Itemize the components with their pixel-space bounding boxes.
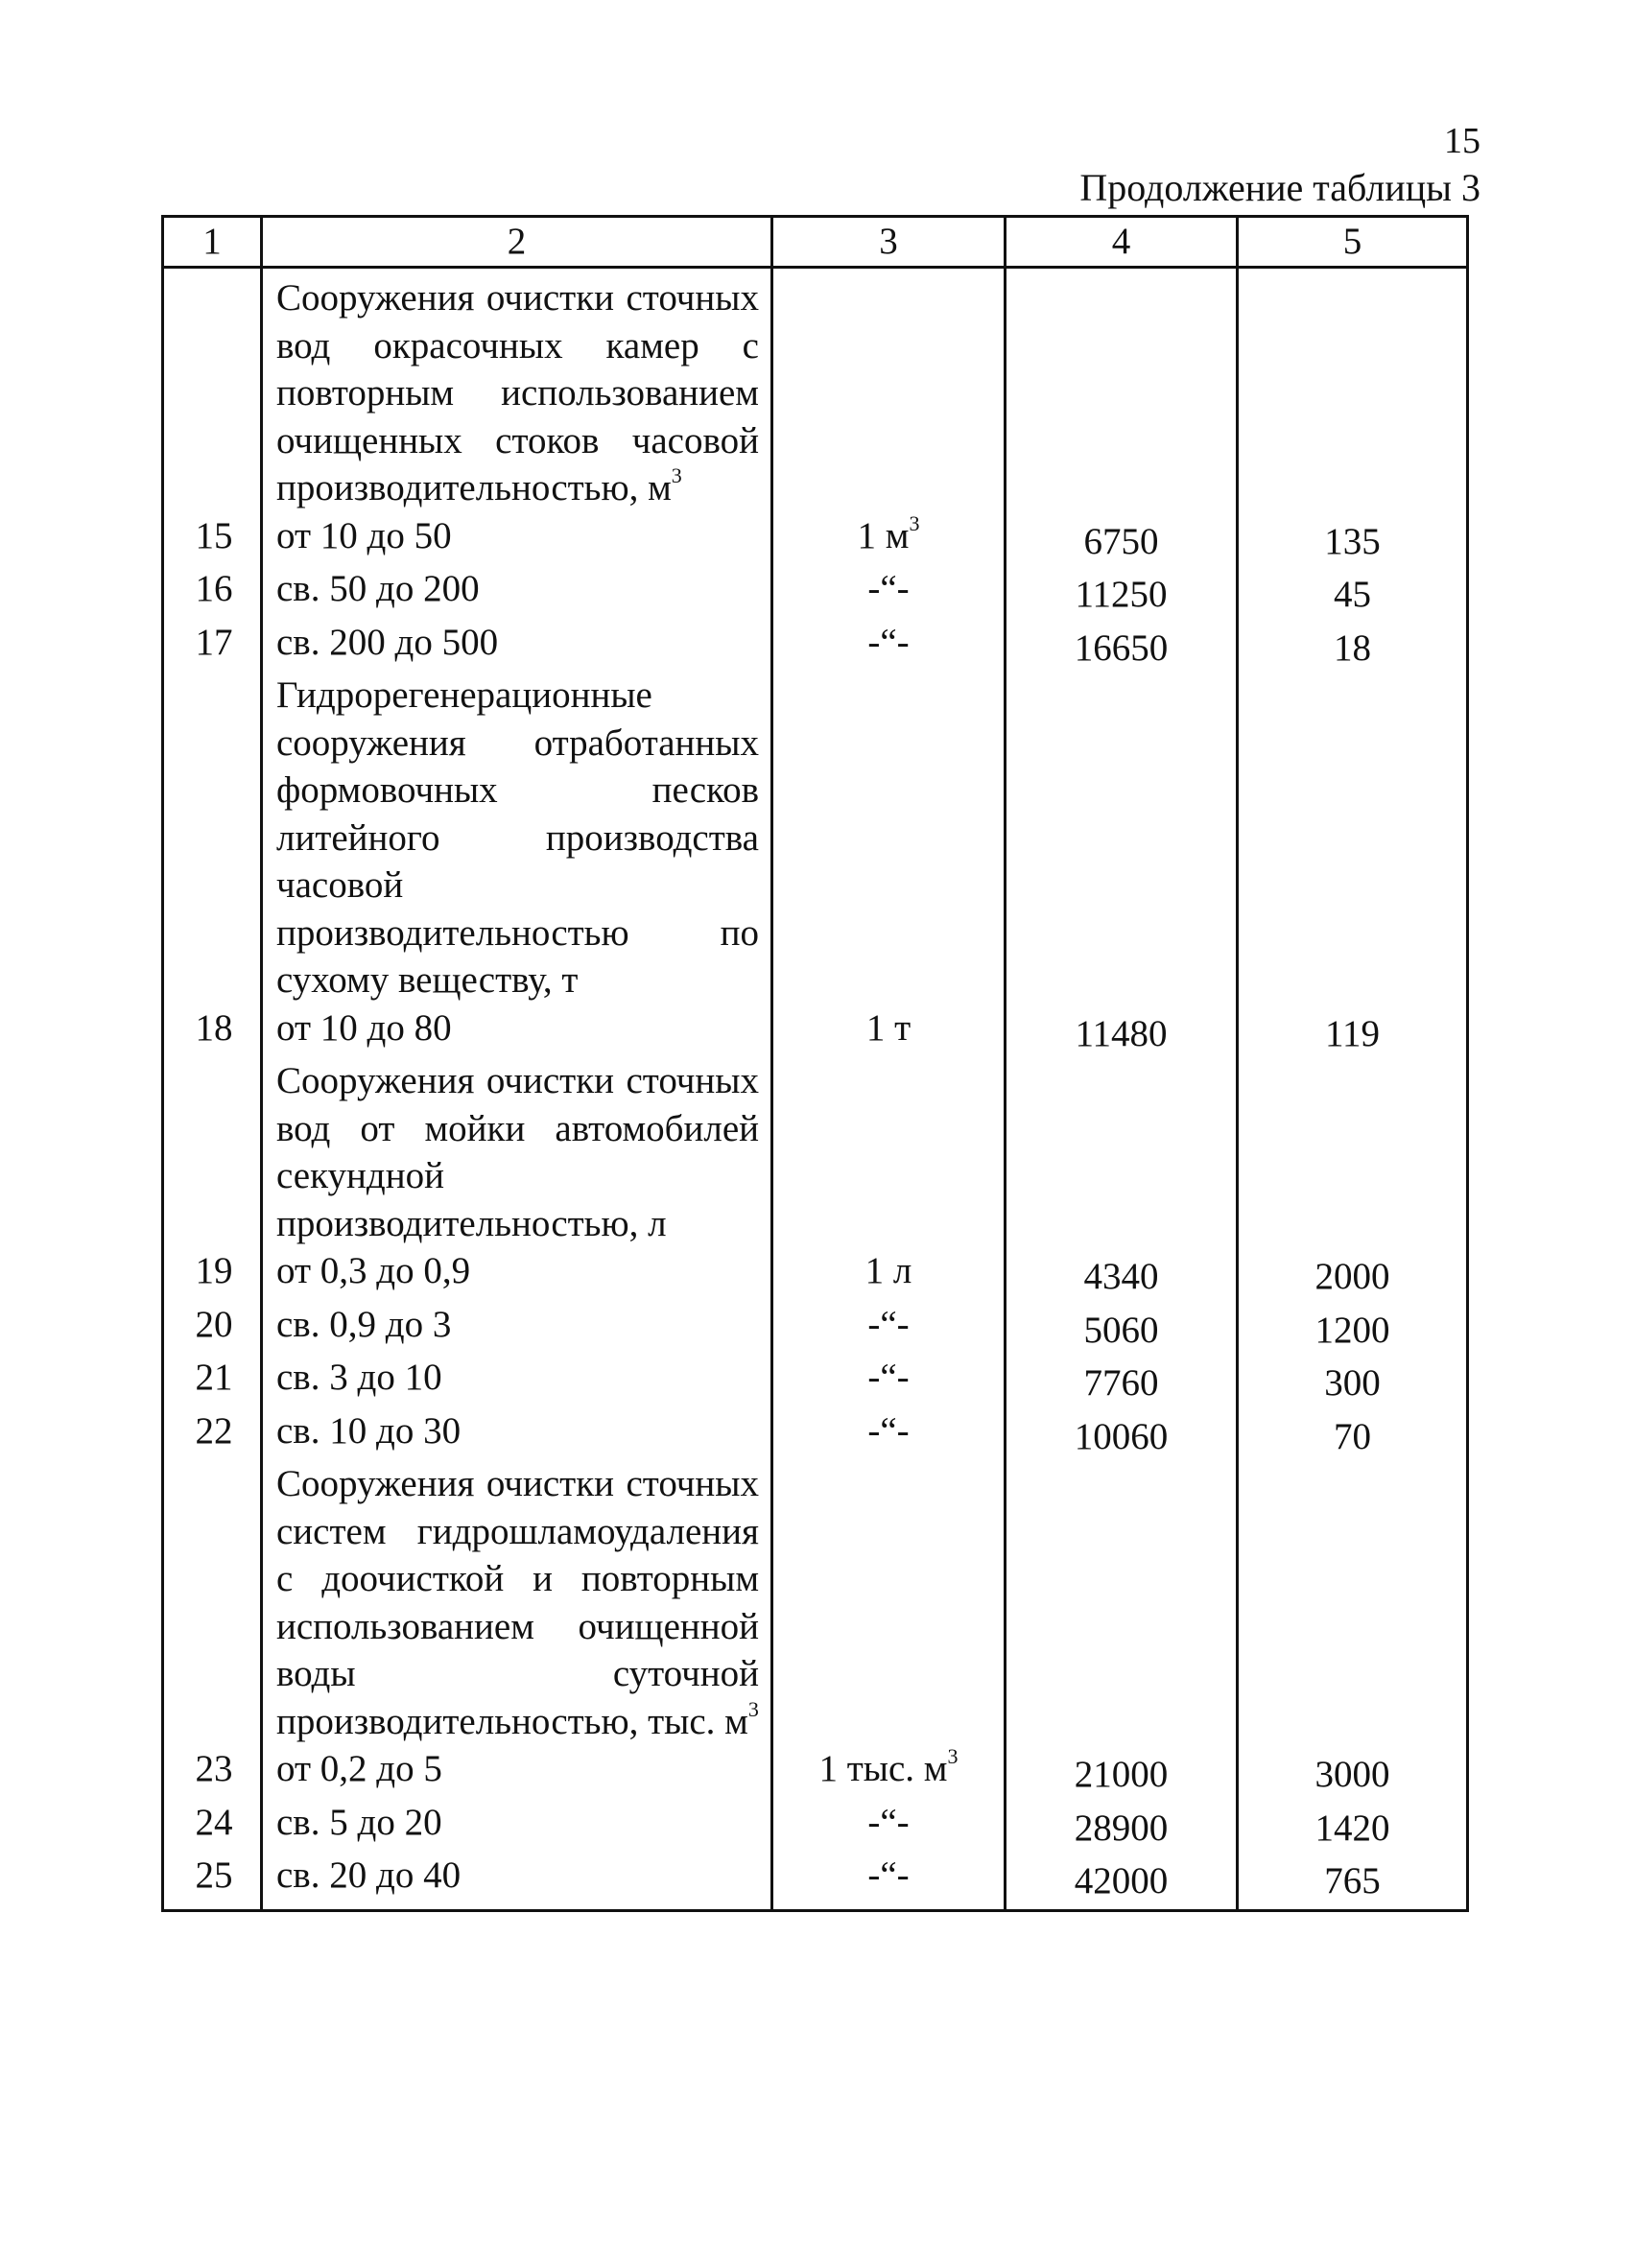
column-header-4: 4 <box>1006 217 1238 268</box>
section-row <box>163 1057 1468 1247</box>
row-unit: -“- <box>772 1852 1006 1910</box>
row-coefficient: 70 <box>1238 1407 1468 1461</box>
row-number: 23 <box>163 1745 262 1799</box>
table-row <box>163 1407 1468 1461</box>
row-range: от 0,3 до 0,9 <box>262 1247 772 1301</box>
row-price: 4340 <box>1006 1247 1238 1301</box>
row-number: 18 <box>163 1004 262 1058</box>
header-row <box>163 217 1468 268</box>
table-row <box>163 619 1468 673</box>
row-price: 10060 <box>1006 1407 1238 1461</box>
column-header-1: 1 <box>163 217 262 268</box>
table-row <box>163 512 1468 566</box>
row-price: 7760 <box>1006 1354 1238 1407</box>
table-row <box>163 1745 1468 1799</box>
row-range: св. 50 до 200 <box>262 565 772 619</box>
row-unit: -“- <box>772 1354 1006 1407</box>
row-number: 16 <box>163 565 262 619</box>
section-title: Сооружения очистки сточных вод от мойки автомобилей секундной производительностью, л <box>262 1057 772 1247</box>
table-row <box>163 1354 1468 1407</box>
section-title: Сооружения очистки сточных систем гидрошламоудаления с доочисткой и повторным использованием очищенной воды суточной производительностью, тыс. $м^3$ <box>262 1460 772 1745</box>
section-title: Сооружения очистки сточных вод окрасочных камер с повторным использованием очищенных стоков часовой производительностью, $м^3$ <box>262 268 772 512</box>
row-number: 15 <box>163 512 262 566</box>
row-range: св. 3 до 10 <box>262 1354 772 1407</box>
row-range: св. 20 до 40 <box>262 1852 772 1910</box>
section-title: Гидрорегенерационные сооружения отработанных формовочных песков литейного производства часовой производительностью по сухому веществу, т <box>262 672 772 1004</box>
row-unit: -“- <box>772 619 1006 673</box>
table-row <box>163 1799 1468 1853</box>
row-price: 11480 <box>1006 1004 1238 1058</box>
row-unit: -“- <box>772 1301 1006 1355</box>
row-number: 19 <box>163 1247 262 1301</box>
row-coefficient: 18 <box>1238 619 1468 673</box>
row-range: св. 200 до 500 <box>262 619 772 673</box>
row-number: 24 <box>163 1799 262 1853</box>
row-number: 25 <box>163 1852 262 1910</box>
row-number: 20 <box>163 1301 262 1355</box>
row-number: 22 <box>163 1407 262 1461</box>
row-number: 17 <box>163 619 262 673</box>
row-coefficient: 1200 <box>1238 1301 1468 1355</box>
row-range: св. 5 до 20 <box>262 1799 772 1853</box>
row-coefficient: 135 <box>1238 512 1468 566</box>
row-unit: 1 т <box>772 1004 1006 1058</box>
row-range: от 10 до 50 <box>262 512 772 566</box>
column-header-2: 2 <box>262 217 772 268</box>
row-price: 11250 <box>1006 565 1238 619</box>
row-number: 21 <box>163 1354 262 1407</box>
table-caption: Продолжение таблицы 3 <box>1079 166 1480 209</box>
row-price: 28900 <box>1006 1799 1238 1853</box>
row-coefficient: 1420 <box>1238 1799 1468 1853</box>
row-coefficient: 45 <box>1238 565 1468 619</box>
row-price: 42000 <box>1006 1852 1238 1910</box>
table-row <box>163 1247 1468 1301</box>
section-row <box>163 268 1468 512</box>
table-row <box>163 565 1468 619</box>
row-coefficient: 2000 <box>1238 1247 1468 1301</box>
row-coefficient: 300 <box>1238 1354 1468 1407</box>
row-price: 5060 <box>1006 1301 1238 1355</box>
row-range: от 0,2 до 5 <box>262 1745 772 1799</box>
row-range: св. 0,9 до 3 <box>262 1301 772 1355</box>
price-table <box>161 215 1469 1912</box>
column-header-3: 3 <box>772 217 1006 268</box>
column-header-5: 5 <box>1238 217 1468 268</box>
row-price: 21000 <box>1006 1745 1238 1799</box>
row-unit: -“- <box>772 565 1006 619</box>
row-unit: 1 тыс. $м^3$ <box>772 1745 1006 1799</box>
table-row <box>163 1004 1468 1058</box>
section-row <box>163 672 1468 1004</box>
row-price: 6750 <box>1006 512 1238 566</box>
row-coefficient: 119 <box>1238 1004 1468 1058</box>
row-unit: 1 $м^3$ <box>772 512 1006 566</box>
row-unit: 1 л <box>772 1247 1006 1301</box>
row-price: 16650 <box>1006 619 1238 673</box>
section-row <box>163 1460 1468 1745</box>
table-row <box>163 1301 1468 1355</box>
row-range: св. 10 до 30 <box>262 1407 772 1461</box>
row-unit: -“- <box>772 1799 1006 1853</box>
row-unit: -“- <box>772 1407 1006 1461</box>
page-number: 15 <box>1444 121 1480 161</box>
row-coefficient: 765 <box>1238 1852 1468 1910</box>
row-range: от 10 до 80 <box>262 1004 772 1058</box>
table-row <box>163 1852 1468 1910</box>
row-coefficient: 3000 <box>1238 1745 1468 1799</box>
